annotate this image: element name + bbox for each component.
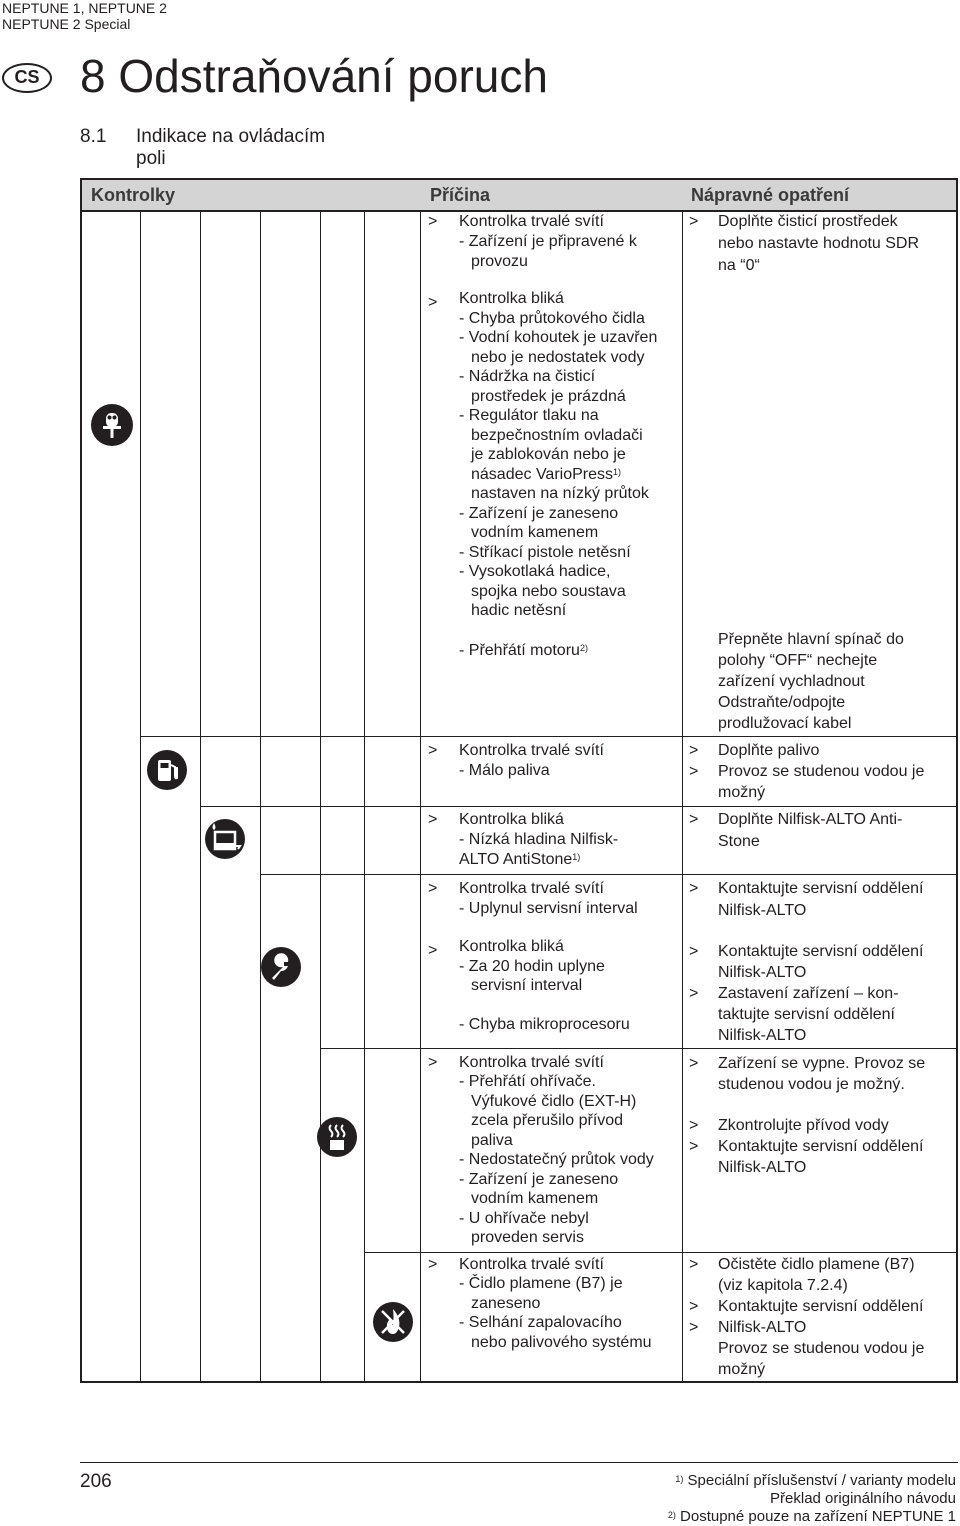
cause-line: Kontrolka trvalé svítí: [459, 742, 604, 759]
page-number: 206: [80, 1471, 112, 1492]
arrow: >: [689, 1256, 699, 1273]
cause-line: - Vodní kohoutek je uzavřen: [459, 329, 658, 346]
remedy-line: taktujte servisní oddělení: [718, 1006, 895, 1023]
cause-line: bezpečnostním ovladači: [471, 427, 643, 444]
arrow: >: [689, 985, 699, 1002]
remedy-line: Stone: [718, 833, 760, 850]
remedy-line: Zkontrolujte přívod vody: [718, 1117, 889, 1134]
cause-line: vodním kamenem: [471, 524, 599, 541]
cause-line: - Nádržka na čisticí: [459, 368, 596, 385]
remedy-line: Provoz se studenou vodou je: [718, 763, 925, 780]
arrow: >: [428, 1256, 438, 1273]
cause-line: - Za 20 hodin uplyne: [459, 958, 605, 975]
cause-line: zaneseno: [471, 1295, 541, 1312]
remedy-line: prodlužovací kabel: [718, 715, 852, 732]
cause-line: - Chyba průtokového čidla: [459, 310, 645, 327]
cause-line: Kontrolka bliká: [459, 811, 564, 828]
antistone-icon: [203, 817, 247, 866]
remedy-line: Odstraňte/odpojte: [718, 694, 846, 711]
heater-icon: [315, 1115, 359, 1164]
cause-line: hadic netěsní: [471, 602, 567, 619]
arrow: >: [428, 742, 438, 759]
remedy-line: možný: [718, 784, 766, 801]
cause-line: - Zařízení je zaneseno: [459, 1171, 619, 1188]
cause-line: [459, 850, 580, 870]
cause-line: je zablokován nebo je: [471, 446, 626, 463]
remedy-line: Doplňte Nilfisk-ALTO Anti-: [718, 811, 903, 828]
cause-line: nastaven na nízký průtok: [471, 485, 649, 502]
cause-line: - Málo paliva: [459, 762, 550, 779]
arrow: >: [428, 942, 438, 959]
remedy-line: Zastavení zařízení – kon-: [718, 985, 899, 1002]
arrow: >: [689, 880, 699, 897]
cause-line: spojka nebo soustava: [471, 583, 626, 600]
remedy-line: studenou vodou je možný.: [718, 1076, 905, 1093]
header-line1: NEPTUNE 1, NEPTUNE 2: [2, 0, 167, 16]
remedy-line: Doplňte palivo: [718, 742, 820, 759]
flame-off-icon: [371, 1300, 415, 1349]
cause-line: proveden servis: [471, 1229, 584, 1246]
section-title: Indikace na ovládacím poli: [136, 126, 326, 169]
arrow: >: [428, 1054, 438, 1071]
cause-line: - Zařízení je připravené k: [459, 233, 637, 250]
arrow: >: [689, 1138, 699, 1155]
cause-line: - Nedostatečný průtok vody: [459, 1151, 654, 1168]
remedy-line: (viz kapitola 7.2.4): [718, 1277, 848, 1294]
arrow: >: [689, 943, 699, 960]
cause-line: vodním kamenem: [471, 1190, 599, 1207]
remedy-line: Provoz se studenou vodou je: [718, 1340, 925, 1357]
arrow: >: [689, 742, 699, 759]
arrow: >: [689, 1298, 699, 1315]
fuel-icon: [145, 748, 189, 797]
cause-line: Kontrolka trvalé svítí: [459, 213, 604, 230]
translation-note: Překlad originálního návodu: [770, 1490, 956, 1507]
plug-icon: [89, 402, 135, 453]
cause-line: - Regulátor tlaku na: [459, 407, 599, 424]
remedy-line: Nilfisk-ALTO: [718, 1159, 807, 1176]
table-header: [82, 180, 956, 212]
cause-line: Kontrolka bliká: [459, 938, 564, 955]
remedy-line: Doplňte čisticí prostředek: [718, 213, 898, 230]
remedy-line: Nilfisk-ALTO: [718, 1027, 807, 1044]
remedy-line: možný: [718, 1361, 766, 1378]
cause-line: - Stříkací pistole netěsní: [459, 544, 631, 561]
remedy-line: Kontaktujte servisní oddělení: [718, 880, 924, 897]
remedy-line: zařízení vychladnout: [718, 673, 865, 690]
remedy-line: polohy “OFF“ nechejte: [718, 652, 878, 669]
wrench-icon: [259, 945, 303, 994]
cause-line: provozu: [471, 253, 528, 270]
remedy-line: na “0“: [718, 257, 760, 274]
remedy-line: Zařízení se vypne. Provoz se: [718, 1055, 926, 1072]
arrow: >: [689, 811, 699, 828]
section-heading: [80, 126, 326, 169]
footnote-ref: 1): [613, 467, 622, 477]
arrow: >: [689, 1055, 699, 1072]
arrow: >: [428, 213, 438, 230]
remedy-line: Nilfisk-ALTO: [718, 1319, 807, 1336]
cause-line: [471, 465, 621, 485]
remedy-line: Přepněte hlavní spínač do: [718, 631, 904, 648]
cause-line: nebo je nedostatek vody: [471, 349, 645, 366]
cause-line: prostředek je prázdná: [471, 388, 626, 405]
remedy-line: Kontaktujte servisní oddělení: [718, 1298, 924, 1315]
cause-text: ALTO AntiStone: [459, 851, 573, 868]
cause-line: - Uplynul servisní interval: [459, 900, 638, 917]
footnote-mark: 1): [675, 1474, 684, 1484]
arrow: >: [428, 811, 438, 828]
language-badge: CS: [2, 63, 52, 93]
remedy-line: Kontaktujte servisní oddělení: [718, 943, 924, 960]
header-cause: Příčina: [430, 185, 491, 205]
cause-line: zcela přerušilo přívod: [471, 1112, 624, 1129]
cause-line: - Selhání zapalovacího: [459, 1314, 622, 1331]
cause-line: [459, 641, 588, 661]
cause-line: Kontrolka trvalé svítí: [459, 1054, 604, 1071]
remedy-line: Nilfisk-ALTO: [718, 964, 807, 981]
chapter-title: 8 Odstraňování poruch: [80, 50, 548, 102]
footnote-2: [668, 1508, 956, 1526]
cause-line: Kontrolka bliká: [459, 290, 564, 307]
arrow: >: [689, 1117, 699, 1134]
arrow: >: [689, 1319, 699, 1336]
footnote-1-text: Speciální příslušenství / varianty modelu: [687, 1472, 956, 1489]
header-indicators: Kontrolky: [91, 185, 176, 205]
cause-text: - Přehřátí motoru: [459, 642, 580, 659]
footnote-ref: 1): [572, 852, 581, 862]
cause-line: paliva: [471, 1132, 513, 1149]
remedy-line: Kontaktujte servisní oddělení: [718, 1138, 924, 1155]
footnote-ref: 2): [579, 643, 588, 653]
cause-line: Výfukové čidlo (EXT-H): [471, 1093, 637, 1110]
cause-line: servisní interval: [471, 977, 583, 994]
cause-line: - Čidlo plamene (B7) je: [459, 1275, 623, 1292]
arrow: >: [428, 294, 438, 311]
header-line2: NEPTUNE 2 Special: [2, 16, 131, 32]
cause-line: - Přehřátí ohřívače.: [459, 1073, 596, 1090]
cause-line: - U ohřívače nebyl: [459, 1210, 589, 1227]
section-number: 8.1: [80, 126, 107, 147]
footnote-2-text: Dostupné pouze na zařízení NEPTUNE 1: [680, 1508, 956, 1525]
cause-line: - Nízká hladina Nilfisk-: [459, 831, 619, 848]
arrow: >: [689, 213, 699, 230]
footnote-mark: 2): [667, 1510, 676, 1520]
arrow: >: [428, 880, 438, 897]
remedy-line: nebo nastavte hodnotu SDR: [718, 235, 920, 252]
cause-line: - Zařízení je zaneseno: [459, 505, 619, 522]
footer-divider: [80, 1462, 958, 1463]
remedy-line: Nilfisk-ALTO: [718, 902, 807, 919]
cause-line: - Vysokotlaká hadice,: [459, 563, 611, 580]
arrow: >: [689, 763, 699, 780]
footnote-1: [675, 1472, 956, 1490]
cause-line: Kontrolka trvalé svítí: [459, 880, 604, 897]
cause-text: násadec VarioPress: [471, 466, 613, 483]
cause-line: Kontrolka trvalé svítí: [459, 1256, 604, 1273]
cause-line: - Chyba mikroprocesoru: [459, 1016, 630, 1033]
remedy-line: Očistěte čidlo plamene (B7): [718, 1256, 915, 1273]
header-remedy: Nápravné opatření: [691, 185, 850, 205]
cause-line: nebo palivového systému: [471, 1334, 652, 1351]
